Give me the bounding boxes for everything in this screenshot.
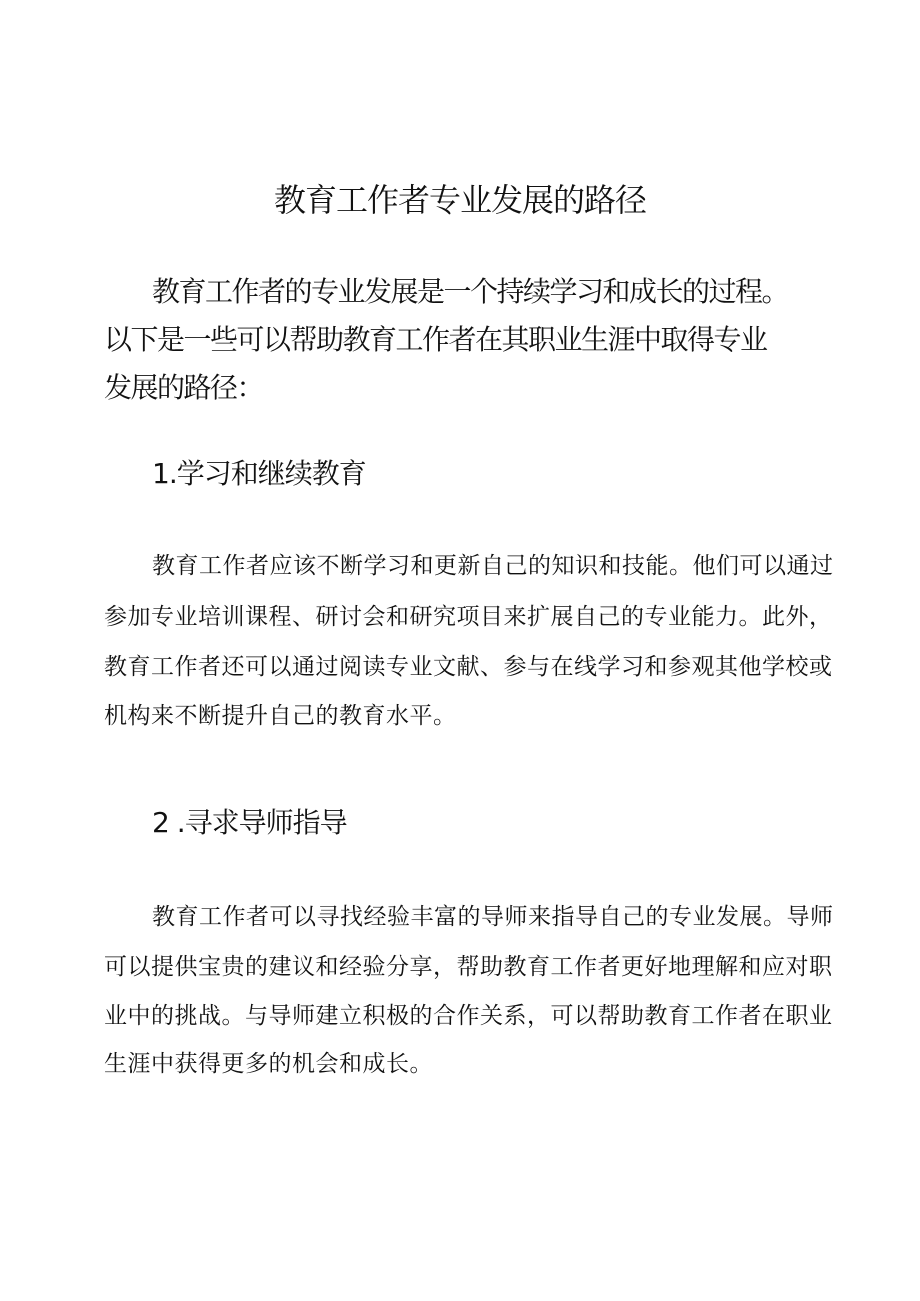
section-heading: 2 .寻求导师指导 (152, 806, 347, 839)
intro-line: 教育工作者的专业发展是一个持续学习和成长的过程。 (152, 275, 789, 308)
body-line: 教育工作者应该不断学习和更新自己的知识和技能。他们可以通过 (152, 553, 834, 579)
body-line: 可以提供宝贵的建议和经验分享，帮助教育工作者更好地理解和应对职 (104, 954, 833, 980)
body-line: 教育工作者可以寻找经验丰富的导师来指导自己的专业发展。导师 (152, 904, 834, 930)
body-line: 机构来不断提升自己的教育水平。 (104, 703, 457, 729)
intro-line: 发展的路径： (104, 371, 264, 404)
body-line: 业中的挑战。与导师建立积极的合作关系，可以帮助教育工作者在职业 (104, 1003, 833, 1029)
body-line: 教育工作者还可以通过阅读专业文献、参与在线学习和参观其他学校或 (104, 654, 833, 680)
body-line: 生涯中获得更多的机会和成长。 (104, 1051, 433, 1077)
body-line: 参加专业培训课程、研讨会和研究项目来扩展自己的专业能力。此外， (104, 604, 833, 630)
document-title: 教育工作者专业发展的路径 (273, 181, 646, 219)
section-heading: 1.学习和继续教育 (152, 457, 366, 490)
intro-line: 以下是一些可以帮助教育工作者在其职业生涯中取得专业 (104, 323, 767, 356)
